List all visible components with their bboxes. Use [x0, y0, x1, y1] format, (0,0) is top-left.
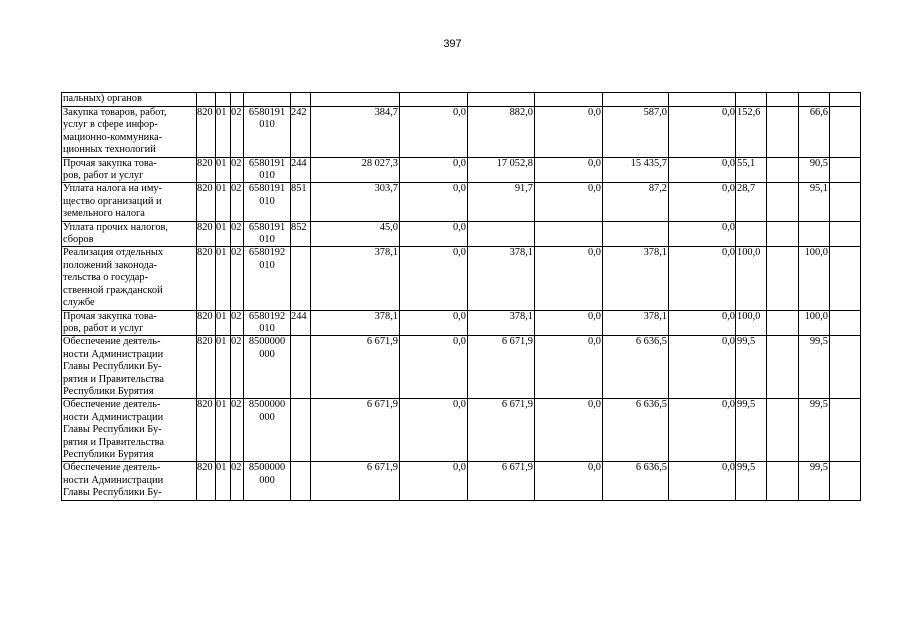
value-plan-federal: 0,0	[400, 310, 468, 336]
vedomstvo-code: 820	[197, 183, 216, 221]
csr-code-line: 010	[259, 119, 275, 131]
row-name	[62, 221, 197, 247]
value-executed-federal: 0,0	[669, 336, 736, 399]
value-executed: 87,2	[603, 183, 669, 221]
value-plan: 6 671,9	[311, 399, 400, 462]
value-plan-federal: 0,0	[400, 247, 468, 310]
vr-code: 242	[291, 107, 311, 158]
csr-code-line: 010	[259, 322, 275, 334]
csr-code	[244, 462, 291, 500]
razdel-code: 01	[216, 247, 231, 310]
row-name-line: положений законода-	[63, 259, 157, 271]
row-name-line: ственной гражданской	[63, 284, 163, 296]
csr-code	[244, 183, 291, 221]
table-row	[62, 310, 861, 336]
csr-code	[244, 399, 291, 462]
row-name-line: Закупка товаров, работ,	[63, 107, 167, 118]
percent-adjusted-federal	[830, 107, 861, 158]
vedomstvo-code: 820	[197, 221, 216, 247]
percent-adjusted-federal	[830, 247, 861, 310]
row-name-line: Обеспечение деятель-	[63, 399, 161, 411]
value-executed: 6 636,5	[603, 336, 669, 399]
value-adjusted	[468, 221, 535, 247]
podrazdel-code: 02	[231, 221, 244, 247]
value-adjusted: 17 052,8	[468, 157, 535, 183]
percent-plan-federal	[767, 247, 799, 310]
value-adjusted-federal: 0,0	[535, 107, 603, 158]
value-plan: 6 671,9	[311, 336, 400, 399]
value-adjusted-federal	[535, 221, 603, 247]
value-executed-federal: 0,0	[669, 221, 736, 247]
percent-adjusted: 100,0	[799, 247, 830, 310]
csr-code-line: 6580192	[248, 310, 286, 322]
csr-code-line: 000	[259, 411, 275, 423]
value-plan-federal: 0,0	[400, 107, 468, 158]
row-name-line: рятия и Правительства	[63, 436, 164, 448]
vedomstvo-code: 820	[197, 310, 216, 336]
percent-plan	[736, 221, 767, 247]
row-name-line: ров, работ и услуг	[63, 170, 144, 182]
percent-adjusted: 99,5	[799, 399, 830, 462]
row-name-line: службе	[63, 297, 95, 309]
row-name	[62, 310, 197, 336]
percent-plan: 99,5	[736, 336, 767, 399]
vr-code	[291, 336, 311, 399]
percent-plan-federal	[767, 310, 799, 336]
row-name-line: ров, работ и услуг	[63, 322, 144, 334]
row-name	[62, 336, 197, 399]
row-name-line: ности Администрации	[63, 348, 164, 360]
percent-plan-federal	[767, 107, 799, 158]
value-plan: 45,0	[311, 221, 400, 247]
value-adjusted: 6 671,9	[468, 399, 535, 462]
value-plan: 28 027,3	[311, 157, 400, 183]
continuation-row	[62, 93, 861, 107]
row-name-line: Республики Бурятия	[63, 385, 154, 397]
csr-code	[244, 157, 291, 183]
csr-code	[244, 336, 291, 399]
table-row	[62, 157, 861, 183]
row-name-line: Главы Республики Бу-	[63, 487, 162, 499]
row-name-line: Уплата прочих налогов,	[63, 221, 169, 233]
value-executed-federal: 0,0	[669, 310, 736, 336]
percent-plan-federal	[767, 221, 799, 247]
value-adjusted: 6 671,9	[468, 462, 535, 500]
csr-code-line: 010	[259, 195, 275, 207]
vr-code	[291, 399, 311, 462]
value-executed-federal: 0,0	[669, 399, 736, 462]
value-executed	[603, 221, 669, 247]
percent-plan: 99,5	[736, 462, 767, 500]
value-adjusted-federal: 0,0	[535, 157, 603, 183]
percent-plan-federal	[767, 157, 799, 183]
percent-plan-federal	[767, 183, 799, 221]
value-plan-federal: 0,0	[400, 336, 468, 399]
razdel-code: 01	[216, 183, 231, 221]
value-adjusted-federal: 0,0	[535, 336, 603, 399]
percent-plan: 28,7	[736, 183, 767, 221]
value-adjusted: 882,0	[468, 107, 535, 158]
value-executed: 6 636,5	[603, 399, 669, 462]
value-executed: 587,0	[603, 107, 669, 158]
continuation-cell: пальных) органов	[62, 93, 197, 107]
csr-code-line: 8500000	[248, 399, 286, 411]
row-name-line: земельного налога	[63, 208, 145, 220]
percent-adjusted: 90,5	[799, 157, 830, 183]
value-adjusted: 91,7	[468, 183, 535, 221]
csr-code	[244, 310, 291, 336]
value-adjusted-federal: 0,0	[535, 462, 603, 500]
page-number: 397	[443, 38, 462, 50]
percent-plan-federal	[767, 399, 799, 462]
vr-code: 244	[291, 157, 311, 183]
csr-code-line: 010	[259, 259, 275, 271]
row-name-line: Главы Республики Бу-	[63, 424, 162, 436]
row-name-line: Обеспечение деятель-	[63, 336, 161, 348]
row-name	[62, 107, 197, 158]
percent-adjusted: 99,5	[799, 336, 830, 399]
value-executed-federal: 0,0	[669, 462, 736, 500]
razdel-code: 01	[216, 462, 231, 500]
table-row	[62, 399, 861, 462]
value-plan: 303,7	[311, 183, 400, 221]
razdel-code: 01	[216, 157, 231, 183]
vr-code	[291, 247, 311, 310]
row-name-line: тельства о государ-	[63, 272, 149, 284]
value-plan-federal: 0,0	[400, 183, 468, 221]
table-row	[62, 221, 861, 247]
csr-code-line: 6580191	[248, 221, 286, 233]
csr-code-line: 8500000	[248, 336, 286, 348]
value-executed: 6 636,5	[603, 462, 669, 500]
percent-adjusted: 95,1	[799, 183, 830, 221]
percent-plan: 100,0	[736, 247, 767, 310]
vedomstvo-code: 820	[197, 336, 216, 399]
vedomstvo-code: 820	[197, 399, 216, 462]
value-executed-federal: 0,0	[669, 247, 736, 310]
row-name	[62, 183, 197, 221]
podrazdel-code: 02	[231, 310, 244, 336]
row-name-line: ционных технологий	[63, 144, 156, 156]
percent-adjusted-federal	[830, 310, 861, 336]
row-name-line: Республики Бурятия	[63, 448, 154, 460]
value-plan: 6 671,9	[311, 462, 400, 500]
percent-plan: 99,5	[736, 399, 767, 462]
percent-adjusted: 99,5	[799, 462, 830, 500]
csr-code-line: 8500000	[248, 462, 286, 474]
csr-code-line: 6580191	[248, 183, 286, 195]
value-executed-federal: 0,0	[669, 107, 736, 158]
csr-code	[244, 247, 291, 310]
podrazdel-code: 02	[231, 247, 244, 310]
podrazdel-code: 02	[231, 183, 244, 221]
row-name-line: Прочая закупка това-	[63, 310, 157, 322]
vedomstvo-code: 820	[197, 247, 216, 310]
csr-code-line: 6580192	[248, 247, 286, 259]
value-adjusted-federal: 0,0	[535, 399, 603, 462]
row-name-line: мационно-коммуника-	[63, 131, 163, 143]
csr-code-line: 010	[259, 170, 275, 182]
percent-plan: 152,6	[736, 107, 767, 158]
podrazdel-code: 02	[231, 157, 244, 183]
percent-plan-federal	[767, 336, 799, 399]
podrazdel-code: 02	[231, 107, 244, 158]
razdel-code: 01	[216, 336, 231, 399]
table-row	[62, 183, 861, 221]
csr-code-line: 6580191	[248, 157, 286, 169]
row-name-line: сборов	[63, 234, 94, 246]
podrazdel-code: 02	[231, 462, 244, 500]
percent-adjusted-federal	[830, 399, 861, 462]
row-name-line: Обеспечение деятель-	[63, 462, 161, 474]
table-row	[62, 336, 861, 399]
percent-adjusted-federal	[830, 183, 861, 221]
row-name-line: рятия и Правительства	[63, 373, 164, 385]
percent-plan-federal	[767, 462, 799, 500]
row-name-line: услуг в сфере инфор-	[63, 119, 158, 131]
vr-code: 244	[291, 310, 311, 336]
vedomstvo-code: 820	[197, 107, 216, 158]
value-adjusted: 378,1	[468, 310, 535, 336]
value-plan: 378,1	[311, 310, 400, 336]
value-plan-federal: 0,0	[400, 399, 468, 462]
razdel-code: 01	[216, 221, 231, 247]
percent-plan: 55,1	[736, 157, 767, 183]
value-adjusted-federal: 0,0	[535, 183, 603, 221]
value-plan-federal: 0,0	[400, 157, 468, 183]
row-name-line: Прочая закупка това-	[63, 157, 157, 169]
razdel-code: 01	[216, 399, 231, 462]
table-row	[62, 247, 861, 310]
csr-code-line: 6580191	[248, 107, 286, 118]
percent-plan: 100,0	[736, 310, 767, 336]
value-adjusted-federal: 0,0	[535, 310, 603, 336]
vedomstvo-code: 820	[197, 462, 216, 500]
value-executed: 378,1	[603, 310, 669, 336]
percent-adjusted-federal	[830, 336, 861, 399]
value-executed-federal: 0,0	[669, 183, 736, 221]
value-plan: 378,1	[311, 247, 400, 310]
vedomstvo-code: 820	[197, 157, 216, 183]
percent-adjusted: 66,6	[799, 107, 830, 158]
razdel-code: 01	[216, 107, 231, 158]
percent-adjusted-federal	[830, 462, 861, 500]
value-plan-federal: 0,0	[400, 462, 468, 500]
table-row	[62, 462, 861, 500]
row-name-line: Уплата налога на иму-	[63, 183, 163, 195]
value-executed: 378,1	[603, 247, 669, 310]
row-name	[62, 247, 197, 310]
value-executed-federal: 0,0	[669, 157, 736, 183]
value-adjusted-federal: 0,0	[535, 247, 603, 310]
csr-code	[244, 107, 291, 158]
podrazdel-code: 02	[231, 336, 244, 399]
budget-table	[61, 92, 861, 501]
percent-adjusted: 100,0	[799, 310, 830, 336]
csr-code-line: 010	[259, 234, 275, 246]
percent-adjusted-federal	[830, 221, 861, 247]
row-name-line: Реализация отдельных	[63, 247, 164, 259]
value-plan-federal: 0,0	[400, 221, 468, 247]
table-row	[62, 107, 861, 158]
percent-adjusted	[799, 221, 830, 247]
row-name	[62, 462, 197, 500]
podrazdel-code: 02	[231, 399, 244, 462]
row-name-line: Главы Республики Бу-	[63, 361, 162, 373]
vr-code	[291, 462, 311, 500]
value-adjusted: 378,1	[468, 247, 535, 310]
csr-code-line: 000	[259, 474, 275, 486]
vr-code: 851	[291, 183, 311, 221]
row-name-line: щество организаций и	[63, 195, 162, 207]
csr-code-line: 000	[259, 348, 275, 360]
row-name-line: ности Администрации	[63, 474, 164, 486]
value-executed: 15 435,7	[603, 157, 669, 183]
csr-code	[244, 221, 291, 247]
value-plan: 384,7	[311, 107, 400, 158]
row-name	[62, 399, 197, 462]
percent-adjusted-federal	[830, 157, 861, 183]
razdel-code: 01	[216, 310, 231, 336]
row-name-line: ности Администрации	[63, 411, 164, 423]
row-name	[62, 157, 197, 183]
vr-code: 852	[291, 221, 311, 247]
value-adjusted: 6 671,9	[468, 336, 535, 399]
